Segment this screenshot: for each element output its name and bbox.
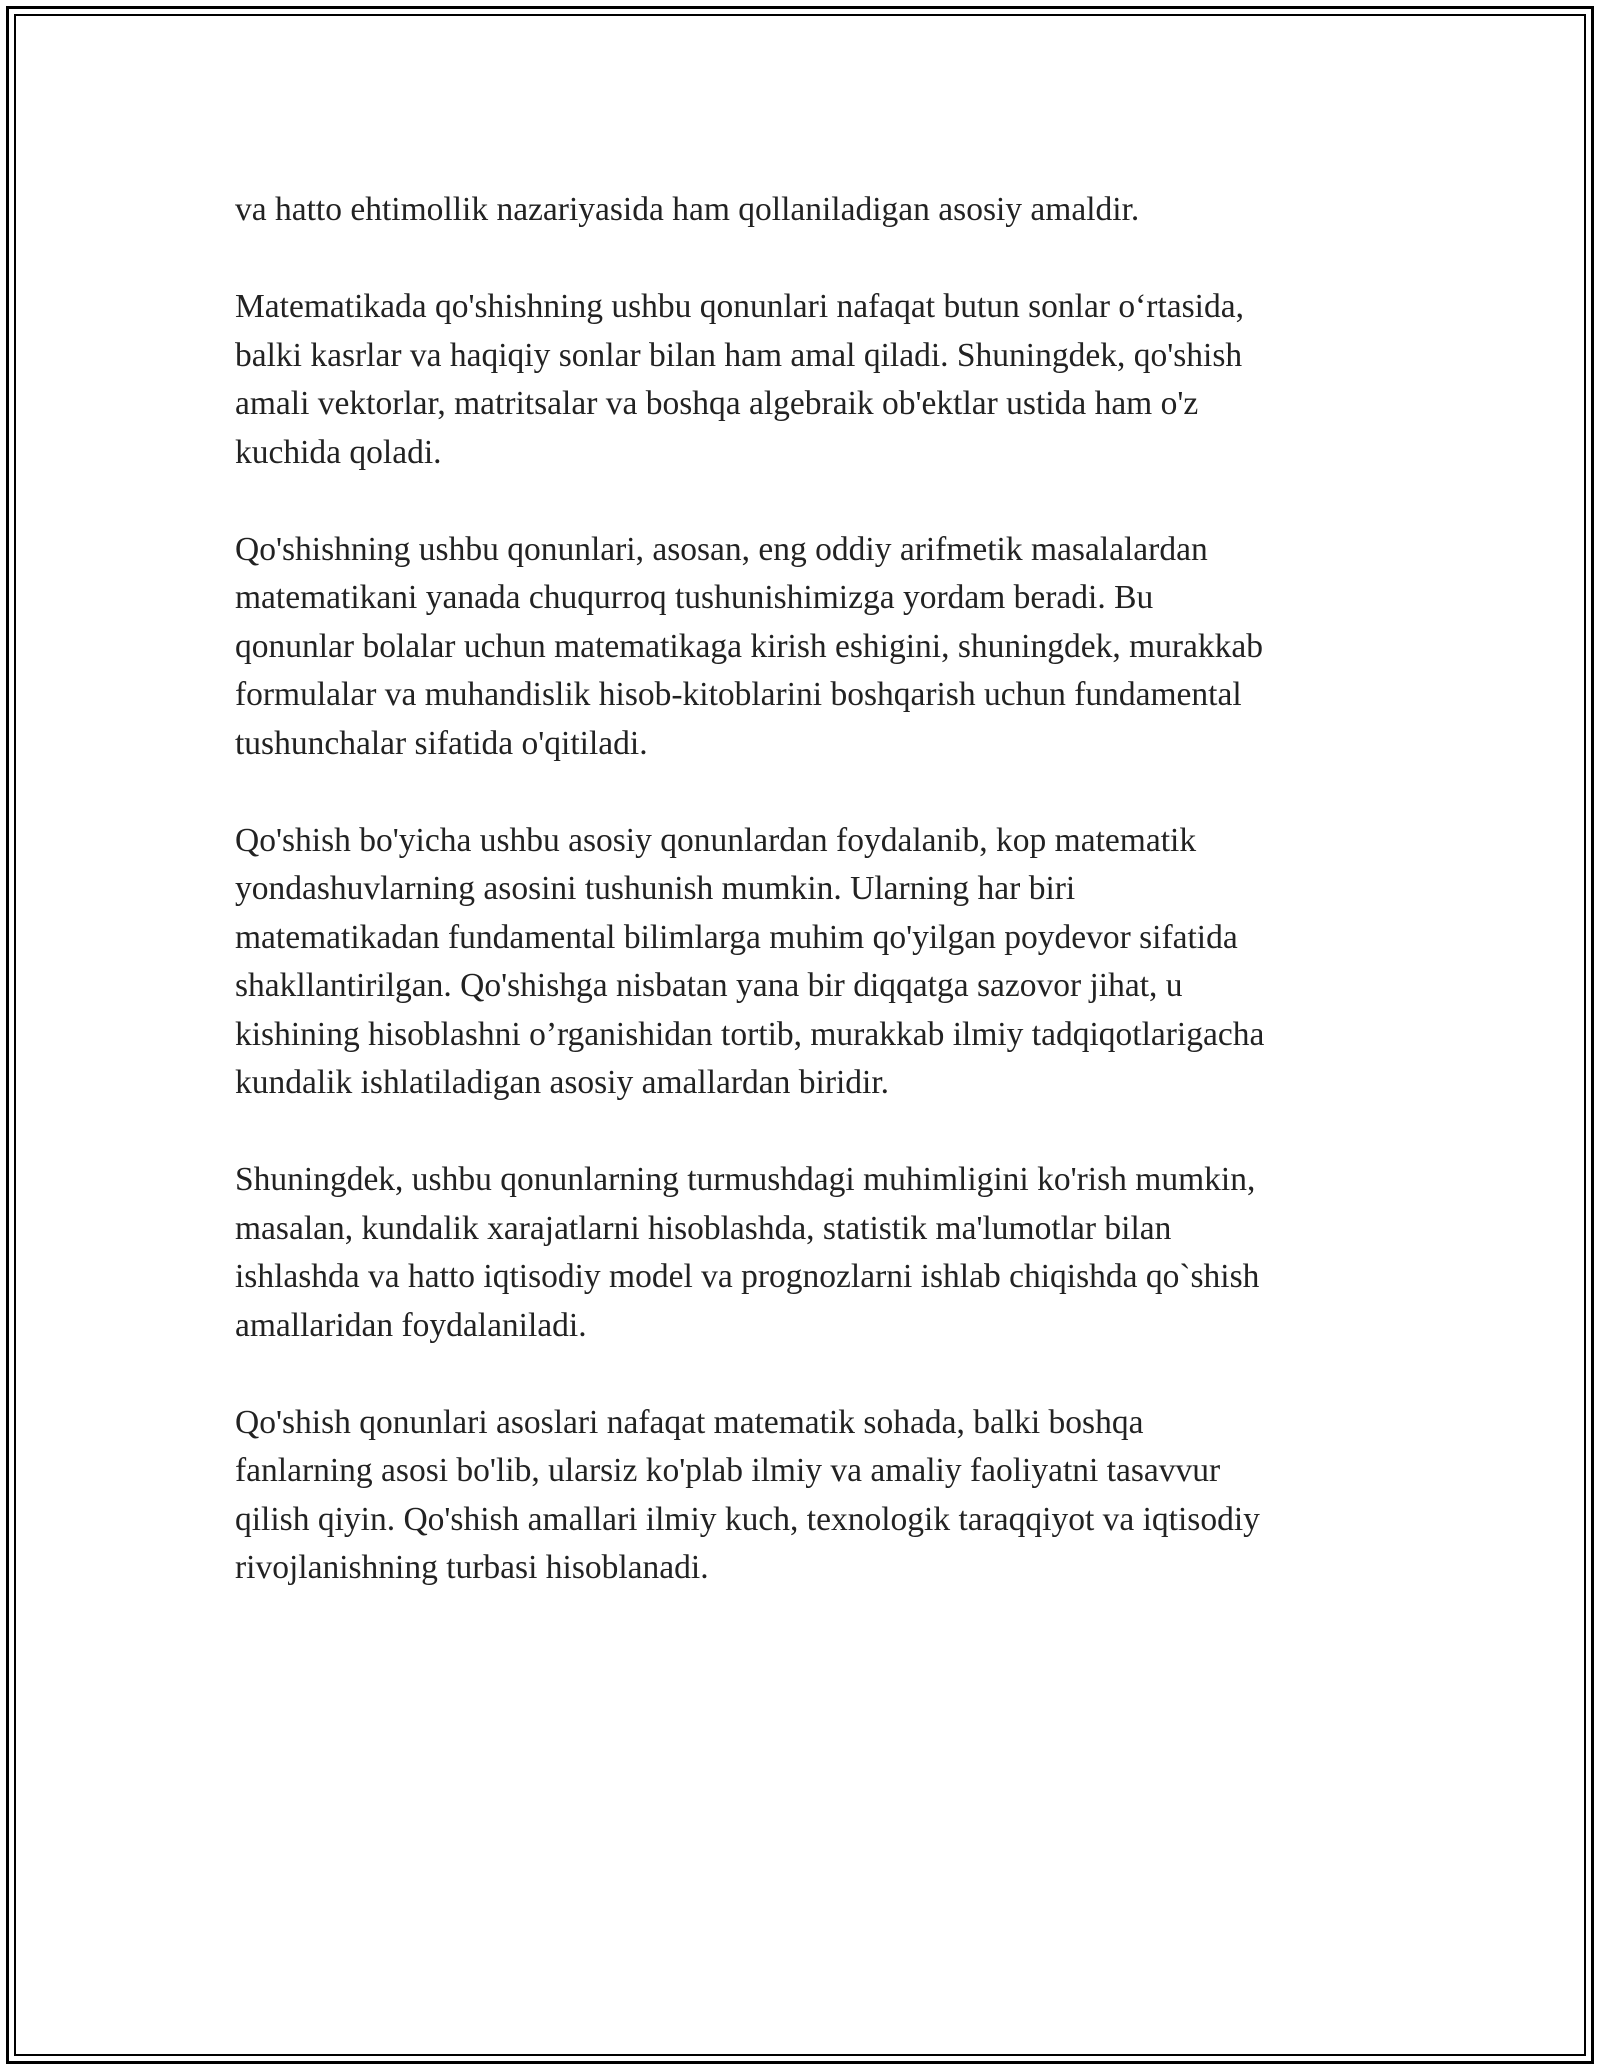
paragraph-4: Qo'shish bo'yicha ushbu asosiy qonunlardan foydalanib, kop matematik yondashuvlarning asosini tushunish mumkin. Ularning har biri matematikadan fundamental bilimlarga muhim qo'yilgan poydevor sifatida shakllantirilgan. Qo'shishga nisbatan yana bir diqqatga sazovor jihat, u kishining hisoblashni o’rganishidan tortib, murakkab ilmiy tadqiqotlarigacha kundalik ishlatiladigan asosiy amallardan biridir.: [235, 821, 1265, 1101]
paragraph-6: Qo'shish qonunlari asoslari nafaqat matematik sohada, balki boshqa fanlarning asosi bo'lib, ularsiz ko'plab ilmiy va amaliy faoliyatni tasavvur qilish qiyin. Qo'shish amallari ilmiy kuch, texnologik taraqqiyot va iqtisodiy rivojlanishning turbasi hisoblanadi.: [235, 1403, 1260, 1586]
paragraph-5: Shuningdek, ushbu qonunlarning turmushdagi muhimligini ko'rish mumkin, masalan, kundalik xarajatlarni hisoblashda, statistik ma'lumotlar bilan ishlashda va hatto iqtisodiy model va prognozlarni ishlab chiqishda qo`shish amallaridan foydalaniladi.: [235, 1161, 1260, 1344]
paragraph-1: va hatto ehtimollik nazariyasida ham qollaniladigan asosiy amaldir.: [235, 191, 1140, 228]
paragraph-3: Qo'shishning ushbu qonunlari, asosan, eng oddiy arifmetik masalalardan matematikani yanada chuqurroq tushunishimizga yordam beradi. Bu qonunlar bolalar uchun matematikaga kirish eshigini, shuningdek, murakkab formulalar va muhandislik hisob-kitoblarini boshqarish uchun fundamental tushunchalar sifatida o'qitiladi.: [235, 530, 1264, 762]
paragraph-2: Matematikada qo'shishning ushbu qonunlari nafaqat butun sonlar o‘rtasida, balki kasrlar va haqiqiy sonlar bilan ham amal qiladi. Shuningdek, qo'shish amali vektorlar, matritsalar va boshqa algebraik ob'ektlar ustida ham o'z kuchida qoladi.: [235, 288, 1244, 471]
document-body: [235, 186, 1385, 1641]
